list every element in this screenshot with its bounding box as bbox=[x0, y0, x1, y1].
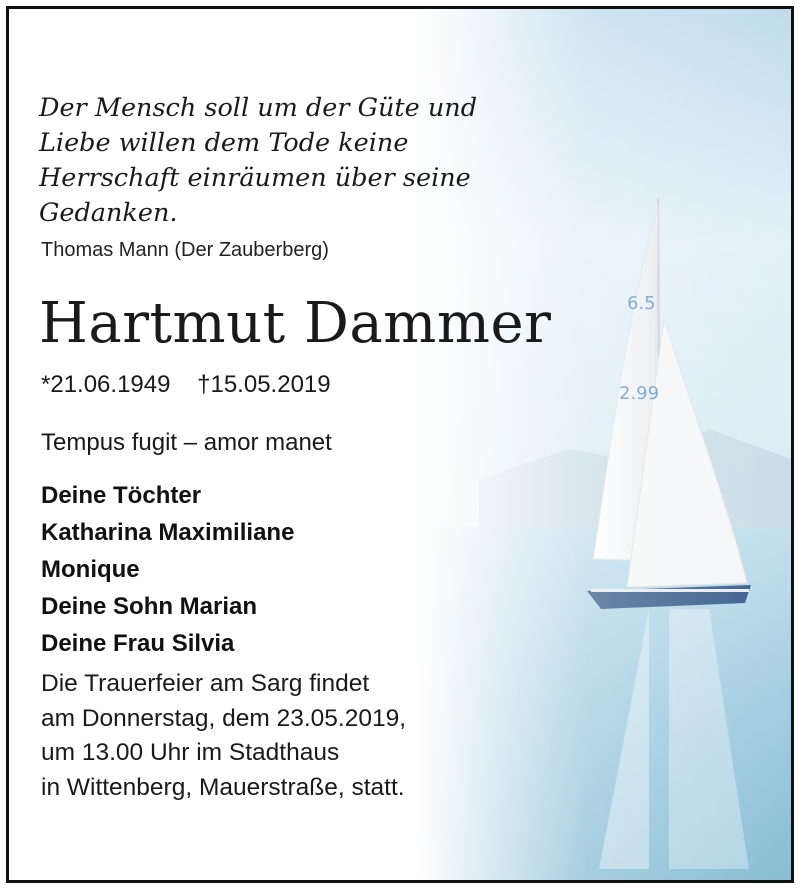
ceremony-line: um 13.00 Uhr im Stadthaus bbox=[41, 739, 340, 766]
ceremony-line: Die Trauerfeier am Sarg findet bbox=[41, 670, 370, 697]
family-member: Deine Frau Silvia bbox=[41, 630, 235, 657]
ceremony-info bbox=[41, 667, 406, 805]
quote bbox=[39, 91, 477, 231]
death-date: †15.05.2019 bbox=[197, 371, 331, 398]
quote-line: Der Mensch soll um der Güte und bbox=[39, 93, 478, 123]
life-dates bbox=[41, 371, 331, 399]
family-member: Deine Töchter bbox=[41, 482, 202, 509]
ceremony-line: in Wittenberg, Mauerstraße, statt. bbox=[41, 773, 405, 801]
family-member: Katharina Maximiliane bbox=[41, 519, 295, 546]
quote-author: Thomas Mann (Der Zauberberg) bbox=[41, 239, 329, 261]
quote-line: Liebe willen dem Tode keine bbox=[39, 128, 409, 158]
family-member: Monique bbox=[41, 556, 140, 583]
quote-line: Herrschaft einräumen über seine bbox=[39, 163, 471, 193]
family-list bbox=[41, 477, 294, 662]
family-member: Deine Sohn Marian bbox=[41, 593, 258, 620]
ceremony-line: am Donnerstag, dem 23.05.2019, bbox=[41, 704, 407, 732]
quote-line: Gedanken. bbox=[39, 198, 178, 228]
motto: Tempus fugit – amor manet bbox=[41, 429, 332, 456]
obituary-card bbox=[6, 6, 794, 883]
birth-date: *21.06.1949 bbox=[41, 371, 171, 398]
deceased-name: Hartmut Dammer bbox=[39, 291, 552, 356]
